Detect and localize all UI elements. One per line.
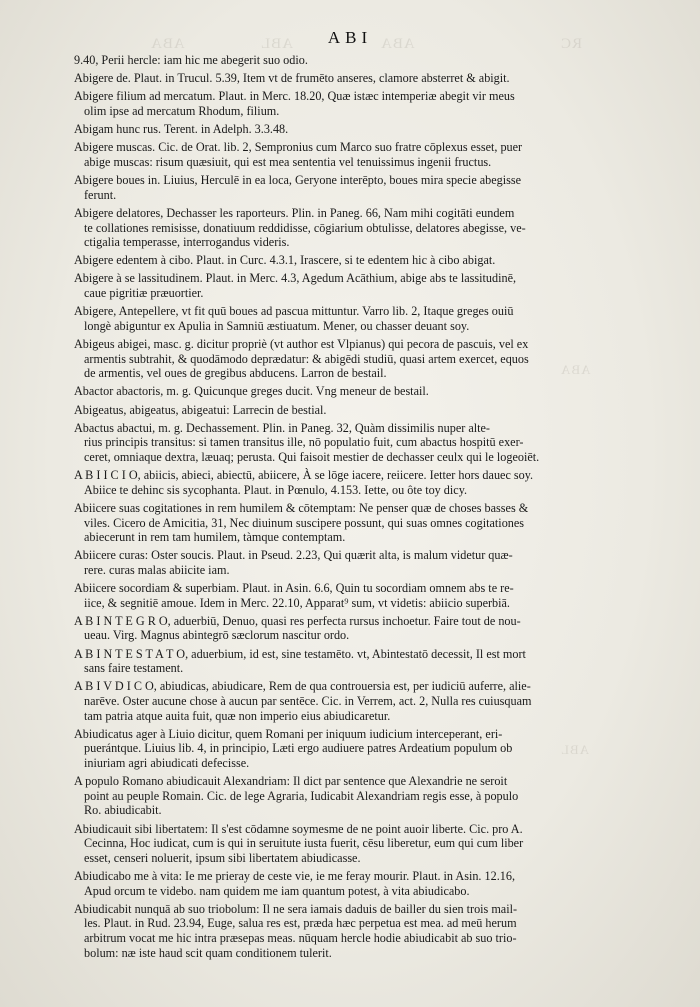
- dictionary-entry: [68, 337, 608, 381]
- entry-line: te collationes remisisse, donatiuum reddidisse, cōgiarium obtulisse, delatores abegisse, ve-: [84, 220, 526, 235]
- entry-line: puerántque. Liuius lib. 4, in principio, Læti ergo audiuere patres Ardeatium populum ob: [84, 741, 513, 756]
- entry-line: Cecinna, Hoc iudicat, cum is qui in seruitute iusta fuerit, cēsu liberetur, eum qui cum liber: [84, 836, 524, 851]
- dictionary-entry: [68, 384, 608, 399]
- entry-line: caue pigritiæ præuortier.: [84, 286, 204, 301]
- entry-line: armentis subtrahit, & quodāmodo deprædatur: & abigēdi studiū, quasi artem exercet, equos: [84, 351, 529, 366]
- entry-line: esset, censeri noluerit, ipsum sibi libertatem abiudicasse.: [84, 850, 361, 865]
- entry-line: Abigere à se lassitudinem. Plaut. in Merc. 4.3, Agedum Acāthium, abige abs te lassitudinē,: [74, 271, 517, 286]
- entry-line: Abigere de. Plaut. in Trucul. 5.39, Item vt de frumēto anseres, clamore absterret & abigit.: [74, 71, 510, 86]
- entry-line: abiecerunt in rem tam humilem, tàmque contemptam.: [84, 530, 346, 545]
- entry-line: bolum: næ iste haud scit quam conditionem tulerit.: [84, 945, 332, 960]
- entry-line: Abigam hunc rus. Terent. in Adelph. 3.3.48.: [74, 122, 289, 137]
- dictionary-entry: [68, 774, 608, 818]
- entry-line: A B I N T E S T A T O, aduerbium, id est, sine testamēto. vt, Abintestatō decessit, Il est mort: [74, 646, 526, 661]
- dictionary-entry: [68, 304, 608, 333]
- entry-line: A populo Romano abiudicauit Alexandriam: Il dict par sentence que Alexandrie ne seroit: [74, 774, 508, 789]
- dictionary-entry: [68, 727, 608, 771]
- entry-line: Ro. abiudicabit.: [84, 803, 162, 818]
- dictionary-entry: [68, 501, 608, 545]
- dictionary-entry: [68, 53, 608, 68]
- dictionary-entry: [68, 468, 608, 497]
- entry-line: Abigere filium ad mercatum. Plaut. in Merc. 18.20, Quæ istæc intemperiæ abegit vir meus: [74, 89, 515, 104]
- running-header: ABI: [327, 28, 373, 47]
- entry-line: Abiicere suas cogitationes in rem humilem & cōtemptam: Ne penser quæ de choses basses &: [74, 500, 529, 515]
- dictionary-entry: [68, 822, 608, 866]
- entry-line: Abigere boues in. Liuius, Herculē in ea loca, Geryone interēpto, boues mira specie abegisse: [74, 173, 522, 188]
- entry-line: sans faire testament.: [84, 661, 184, 676]
- entry-line: A B I N T E G R O, aduerbiū, Denuo, quasi res perfecta rursus inchoetur. Faire tout de nou-: [74, 613, 521, 628]
- entry-line: Abiudicabo me à vita: Ie me prieray de ceste vie, ie me feray mourir. Plaut. in Asin. 12.16,: [74, 868, 515, 883]
- entry-line: abige muscas: risum quæsiuit, qui est mea sententia vel tenuissimus ingenii fructus.: [84, 154, 492, 169]
- entry-line: Abigere, Antepellere, vt fit quū boues ad pascua mittuntur. Varro lib. 2, Itaque greges ouiū: [74, 304, 514, 319]
- entry-line: Abactor abactoris, m. g. Quicunque greges ducit. Vng meneur de bestail.: [74, 384, 429, 399]
- entry-line: iice, & segnitiē amoue. Idem in Merc. 22.10, Apparat⁹ sum, vt videtis: abiicio superbiā.: [84, 595, 510, 610]
- entry-line: arbitrum vocat me hic intra præsepas meas. nūquam hercle hodie abiudicabit ab suo trio-: [84, 930, 517, 945]
- entry-line: Abigere muscas. Cic. de Orat. lib. 2, Sempronius cum Marco suo fratre cōplexus esset, puer: [74, 140, 523, 155]
- entry-line: les. Plaut. in Rud. 23.94, Euge, salua res est, præda hæc perpetua est mea. ad meū herum: [84, 916, 517, 931]
- entry-line: Abiicere curas: Oster soucis. Plaut. in Pseud. 2.23, Qui quærit alta, is malum videtur quæ-: [74, 548, 513, 563]
- dictionary-entry: [68, 647, 608, 676]
- bleed-word: ABA: [560, 362, 591, 377]
- bleed-word: RC: [560, 36, 583, 52]
- entry-line: Apud orcum te videbo. nam quidem me iam quantum potest, à vita abiudicabo.: [84, 883, 470, 898]
- dictionary-entry: [68, 679, 608, 723]
- bleed-word: ABA: [150, 36, 185, 52]
- entry-line: ueau. Virg. Magnus abintegrō sæclorum nascitur ordo.: [84, 628, 350, 643]
- dictionary-entry: [68, 206, 608, 250]
- entry-line: 9.40, Perii hercle: iam hic me abegerit suo odio.: [74, 53, 308, 67]
- dictionary-entry: [68, 271, 608, 300]
- entry-line: rere. curas malas abiicite iam.: [84, 562, 230, 577]
- entry-line: Abigere edentem à cibo. Plaut. in Curc. 4.3.1, Irascere, si te edentem hic à cibo abigat.: [74, 253, 496, 268]
- entry-line: Abiudicauit sibi libertatem: Il s'est cōdamne soymesme de ne point auoir liberte. Cic. pro A.: [74, 821, 523, 836]
- dictionary-entry: [68, 122, 608, 137]
- entry-line: A B I V D I C O, abiudicas, abiudicare, Rem de qua controuersia est, per iudiciū auferre, alie-: [74, 679, 531, 694]
- bleed-word: ABA: [380, 36, 415, 52]
- entry-line: Abigere delatores, Dechasser les raporteurs. Plin. in Paneg. 66, Nam mihi cogitāti eundem: [74, 205, 515, 220]
- bleed-word: ABL: [560, 742, 589, 757]
- entry-line: Abigeatus, abigeatus, abigeatui: Larrecin de bestial.: [74, 402, 327, 417]
- entry-line: tam patria atque auita fuit, quæ non imperio eius abiudicaretur.: [84, 708, 391, 723]
- dictionary-entry: [68, 140, 608, 169]
- entry-line: Abactus abactui, m. g. Dechassement. Plin. in Paneg. 32, Quàm dissimilis nuper alte-: [74, 420, 490, 435]
- dictionary-entry: [68, 869, 608, 898]
- entry-line: narēve. Oster aucune chose à aucun par sentēce. Cic. in Verrem, act. 2, Nulla res cuiusquam: [84, 694, 532, 709]
- entry-line: Abiice te dehinc sis sycophanta. Plaut. in Pœnulo, 4.153. Iette, ou ôte toy dicy.: [84, 482, 468, 497]
- bleed-word: ABL: [260, 36, 293, 52]
- entry-line: point au peuple Romain. Cic. de lege Agraria, Iudicabit Alexandriam regis esse, à populo: [84, 788, 519, 803]
- entry-line: iniuriam agri abiudicati defecisse.: [84, 756, 250, 770]
- dictionary-entry: [68, 173, 608, 202]
- entry-line: rius principis transitus: si tamen transitus ille, nō populatio fuit, cum abactus hospitū exer-: [84, 435, 524, 450]
- entry-line: viles. Cicero de Amicitia, 31, Nec diuinum suscipere possunt, qui suas omnes cogitationes: [84, 515, 525, 530]
- dictionary-entry: [68, 581, 608, 610]
- dictionary-entry: [68, 614, 608, 643]
- entry-line: ferunt.: [84, 187, 117, 202]
- dictionary-entry: [68, 902, 608, 960]
- entry-line: olim ipse ad mercatum Rhodum, filium.: [84, 103, 280, 118]
- entry-line: Abiudicatus ager à Liuio dicitur, quem Romani per iniquum iudicium interceperant, eri-: [74, 726, 503, 741]
- dictionary-text: [68, 53, 608, 964]
- entry-line: A B I I C I O, abiicis, abieci, abiectū, abiicere, À se lōge iacere, reiicere. Ietter hors dauec soy.: [74, 468, 534, 483]
- entry-line: ctigalia temperasse, interrogandus videris.: [84, 235, 290, 250]
- entry-line: Abiicere socordiam & superbiam. Plaut. in Asin. 6.6, Quin tu socordiam omnem abs te re-: [74, 581, 514, 596]
- entry-line: Abiudicabit nunquā ab suo triobolum: Il ne sera iamais daduis de bailler du sien trois mail-: [74, 901, 518, 916]
- entry-line: de armentis, vel oues de gregibus abducens. Larron de bestail.: [84, 366, 387, 381]
- dictionary-entry: [68, 89, 608, 118]
- entry-line: Abigeus abigei, masc. g. dicitur propriè (vt author est Vlpianus) qui pecora de pascuis, vel ex: [74, 337, 529, 352]
- dictionary-entry: [68, 253, 608, 268]
- entry-line: ceret, omniaque dextra, læuaq; perusta. Qui faisoit mestier de dechasser ceulx qui le logeoiēt.: [84, 449, 540, 464]
- dictionary-entry: [68, 71, 608, 86]
- dictionary-entry: [68, 548, 608, 577]
- dictionary-entry: [68, 403, 608, 418]
- entry-line: longè abiguntur ex Apulia in Samniū æstiuatum. Mener, ou chasser deuant soy.: [84, 318, 470, 333]
- dictionary-entry: [68, 421, 608, 465]
